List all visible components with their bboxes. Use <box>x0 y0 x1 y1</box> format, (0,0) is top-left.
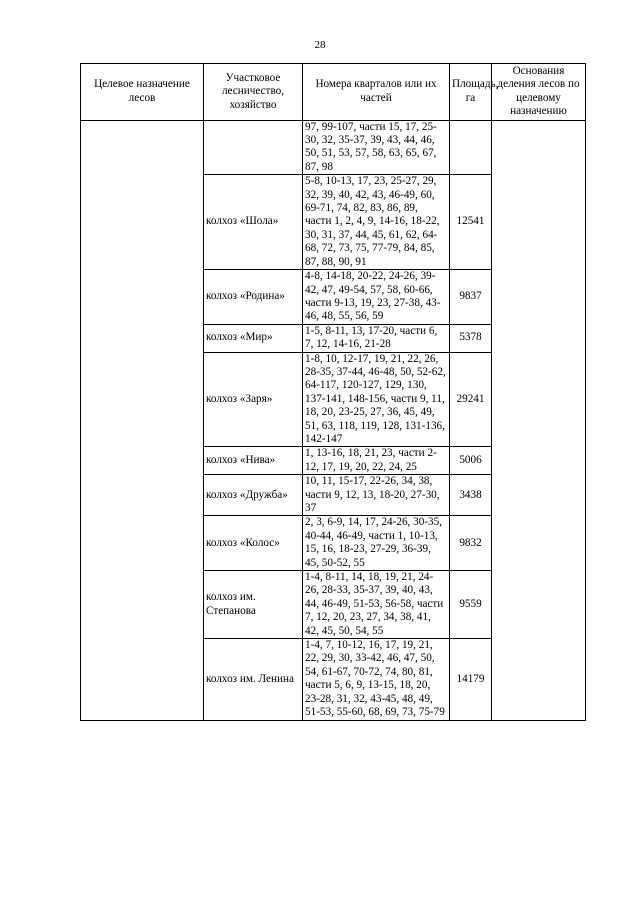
quarters-cell: 1, 13-16, 18, 21, 23, части 2-12, 17, 19, 20, 22, 24, 25 <box>303 447 450 475</box>
district-cell: колхоз «Дружба» <box>204 475 303 516</box>
area-cell: 9832 <box>450 516 492 571</box>
district-cell: колхоз «Заря» <box>204 352 303 447</box>
quarters-cell: 1-5, 8-11, 13, 17-20, части 6, 7, 12, 14-16, 21-28 <box>303 324 450 352</box>
page-number: 28 <box>314 39 326 51</box>
table-header-row <box>81 64 586 121</box>
district-cell: колхоз им. Ленина <box>204 639 303 720</box>
quarters-cell: 1-4, 8-11, 14, 18, 19, 21, 24-26, 28-33, 35-37, 39, 40, 43, 44, 46-49, 51-53, 56-58, части 7, 12, 20, 23, 27, 34, 38, 41, 42, 45, 50, 54, 55 <box>303 571 450 639</box>
header-quarters: Номера кварталов или их частей <box>303 64 450 121</box>
header-purpose: Целевое назначение лесов <box>81 64 204 121</box>
header-basis: Основания деления лесов по целевому назначению <box>492 64 586 121</box>
basis-cell <box>492 120 586 720</box>
district-cell <box>204 120 303 175</box>
forest-allocation-table <box>80 63 586 721</box>
district-cell: колхоз «Нива» <box>204 447 303 475</box>
district-cell: колхоз «Шола» <box>204 175 303 270</box>
purpose-cell <box>81 120 204 720</box>
area-cell: 9559 <box>450 571 492 639</box>
quarters-cell: 97, 99-107, части 15, 17, 25-30, 32, 35-37, 39, 43, 44, 46, 50, 51, 53, 57, 58, 63, 65, 67, 87, 98 <box>303 120 450 175</box>
header-district: Участковое лесничество, хозяйство <box>204 64 303 121</box>
table-row <box>81 120 586 175</box>
area-cell: 14179 <box>450 639 492 720</box>
area-cell: 29241 <box>450 352 492 447</box>
area-cell: 9837 <box>450 270 492 325</box>
quarters-cell: 1-4, 7, 10-12, 16, 17, 19, 21, 22, 29, 30, 33-42, 46, 47, 50, 54, 61-67, 70-72, 74, 80, 81, части 5, 6, 9, 13-15, 18, 20, 23-28, 31, 32, 43-45, 48, 49, 51-53, 55-60, 68, 69, 73, 75-79 <box>303 639 450 720</box>
quarters-cell: 10, 11, 15-17, 22-26, 34, 38, части 9, 12, 13, 18-20, 27-30, 37 <box>303 475 450 516</box>
quarters-cell: 5-8, 10-13, 17, 23, 25-27, 29, 32, 39, 40, 42, 43, 46-49, 60, 69-71, 74, 82, 83, 86, 89, части 1, 2, 4, 9, 14-16, 18-22, 30, 31, 37, 44, 45, 61, 62, 64-68, 72, 73, 75, 77-79, 84, 85, 87, 88, 90, 91 <box>303 175 450 270</box>
district-cell: колхоз «Родина» <box>204 270 303 325</box>
area-cell: 5378 <box>450 324 492 352</box>
area-cell: 5006 <box>450 447 492 475</box>
district-cell: колхоз «Мир» <box>204 324 303 352</box>
district-cell: колхоз им. Степанова <box>204 571 303 639</box>
area-cell: 12541 <box>450 175 492 270</box>
quarters-cell: 2, 3, 6-9, 14, 17, 24-26, 30-35, 40-44, 46-49, части 1, 10-13, 15, 16, 18-23, 27-29, 36-39, 45, 50-52, 55 <box>303 516 450 571</box>
quarters-cell: 1-8, 10, 12-17, 19, 21, 22, 26, 28-35, 37-44, 46-48, 50, 52-62, 64-117, 120-127, 129, 130, 137-141, 148-156, части 9, 11, 18, 20, 23-25, 27, 36, 45, 49, 51, 63, 118, 119, 128, 131-136, 142-147 <box>303 352 450 447</box>
district-cell: колхоз «Колос» <box>204 516 303 571</box>
header-area: Площадь, га <box>450 64 492 121</box>
quarters-cell: 4-8, 14-18, 20-22, 24-26, 39-42, 47, 49-54, 57, 58, 60-66, части 9-13, 19, 23, 27-38, 43-46, 48, 55, 56, 59 <box>303 270 450 325</box>
area-cell <box>450 120 492 175</box>
area-cell: 3438 <box>450 475 492 516</box>
